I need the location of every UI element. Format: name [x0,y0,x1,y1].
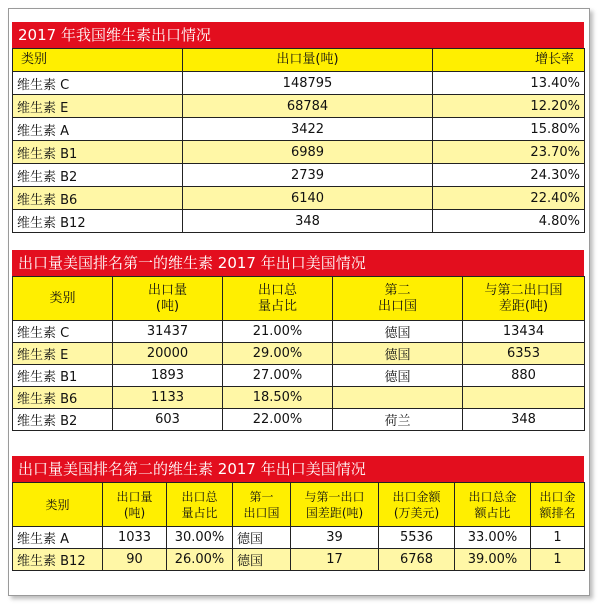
cell-export-volume: 1033 [103,527,167,549]
cell-category: 维生素 A [13,527,103,549]
table-row [13,365,585,387]
table1 [12,48,585,233]
table2-header-row [13,277,585,321]
table-row [13,118,585,141]
cell-amount-rank: 1 [531,549,585,571]
header-gap-to-first: 与第一出口 国差距(吨) [291,483,379,527]
cell-growth-rate: 15.80% [433,118,585,141]
cell-export-volume: 68784 [183,95,433,118]
cell-gap: 6353 [463,343,585,365]
header-export-volume: 出口量(吨) [183,49,433,72]
cell-growth-rate: 22.40% [433,187,585,210]
cell-category: 维生素 E [13,95,183,118]
header-gap-to-second: 与第二出口国 差距(吨) [463,277,585,321]
cell-first-exporter: 德国 [233,549,291,571]
cell-category: 维生素 B6 [13,387,113,409]
cell-export-volume: 148795 [183,72,433,95]
cell-category: 维生素 C [13,72,183,95]
section-export-overview [12,22,584,233]
cell-second-exporter: 荷兰 [333,409,463,431]
cell-export-volume: 348 [183,210,433,233]
cell-second-exporter: 德国 [333,321,463,343]
header-export-volume: 出口量 (吨) [103,483,167,527]
table-row [13,141,585,164]
section-us-rank-first [12,250,584,431]
cell-export-share: 26.00% [167,549,233,571]
header-category: 类别 [13,49,183,72]
header-first-exporter: 第一 出口国 [233,483,291,527]
cell-export-share: 22.00% [223,409,333,431]
cell-gap: 39 [291,527,379,549]
cell-export-volume: 6989 [183,141,433,164]
cell-export-volume: 2739 [183,164,433,187]
cell-export-share: 30.00% [167,527,233,549]
cell-growth-rate: 24.30% [433,164,585,187]
cell-amount-rank: 1 [531,527,585,549]
cell-export-share: 29.00% [223,343,333,365]
header-export-amount: 出口金额 (万美元) [379,483,455,527]
table-row [13,164,585,187]
table-row [13,210,585,233]
table1-header-row [13,49,585,72]
cell-category: 维生素 B1 [13,141,183,164]
header-amount-share: 出口总金 额占比 [455,483,531,527]
cell-export-amount: 5536 [379,527,455,549]
header-export-share: 出口总 量占比 [167,483,233,527]
cell-gap: 880 [463,365,585,387]
header-amount-rank: 出口金 额排名 [531,483,585,527]
cell-category: 维生素 B12 [13,210,183,233]
table-row [13,343,585,365]
cell-category: 维生素 A [13,118,183,141]
cell-growth-rate: 13.40% [433,72,585,95]
header-growth-rate: 增长率 [433,49,585,72]
table1-title: 2017 年我国维生素出口情况 [12,22,584,48]
table2 [12,276,585,431]
table-row [13,387,585,409]
cell-export-volume: 31437 [113,321,223,343]
cell-second-exporter: 德国 [333,343,463,365]
cell-category: 维生素 B6 [13,187,183,210]
header-export-share: 出口总 量占比 [223,277,333,321]
cell-export-amount: 6768 [379,549,455,571]
cell-export-volume: 3422 [183,118,433,141]
cell-export-volume: 20000 [113,343,223,365]
cell-growth-rate: 23.70% [433,141,585,164]
header-second-exporter: 第二 出口国 [333,277,463,321]
header-export-volume: 出口量 (吨) [113,277,223,321]
cell-category: 维生素 E [13,343,113,365]
table-row [13,72,585,95]
cell-second-exporter [333,387,463,409]
cell-gap: 13434 [463,321,585,343]
table3 [12,482,585,571]
table2-title: 出口量美国排名第一的维生素 2017 年出口美国情况 [12,250,584,276]
header-category: 类别 [13,483,103,527]
cell-second-exporter: 德国 [333,365,463,387]
cell-category: 维生素 B2 [13,409,113,431]
table-row [13,187,585,210]
cell-export-volume: 6140 [183,187,433,210]
cell-export-volume: 1133 [113,387,223,409]
section-us-rank-second [12,456,584,571]
cell-export-share: 27.00% [223,365,333,387]
cell-export-volume: 90 [103,549,167,571]
cell-export-volume: 603 [113,409,223,431]
cell-growth-rate: 4.80% [433,210,585,233]
cell-export-volume: 1893 [113,365,223,387]
table-row [13,549,585,571]
cell-gap [463,387,585,409]
cell-category: 维生素 C [13,321,113,343]
cell-gap: 17 [291,549,379,571]
table-row [13,321,585,343]
table3-title: 出口量美国排名第二的维生素 2017 年出口美国情况 [12,456,584,482]
table-row [13,95,585,118]
cell-category: 维生素 B1 [13,365,113,387]
cell-gap: 348 [463,409,585,431]
cell-export-share: 21.00% [223,321,333,343]
cell-category: 维生素 B12 [13,549,103,571]
cell-first-exporter: 德国 [233,527,291,549]
cell-amount-share: 39.00% [455,549,531,571]
cell-export-share: 18.50% [223,387,333,409]
table-row [13,527,585,549]
cell-category: 维生素 B2 [13,164,183,187]
table3-header-row [13,483,585,527]
cell-amount-share: 33.00% [455,527,531,549]
header-category: 类别 [13,277,113,321]
cell-growth-rate: 12.20% [433,95,585,118]
table-row [13,409,585,431]
